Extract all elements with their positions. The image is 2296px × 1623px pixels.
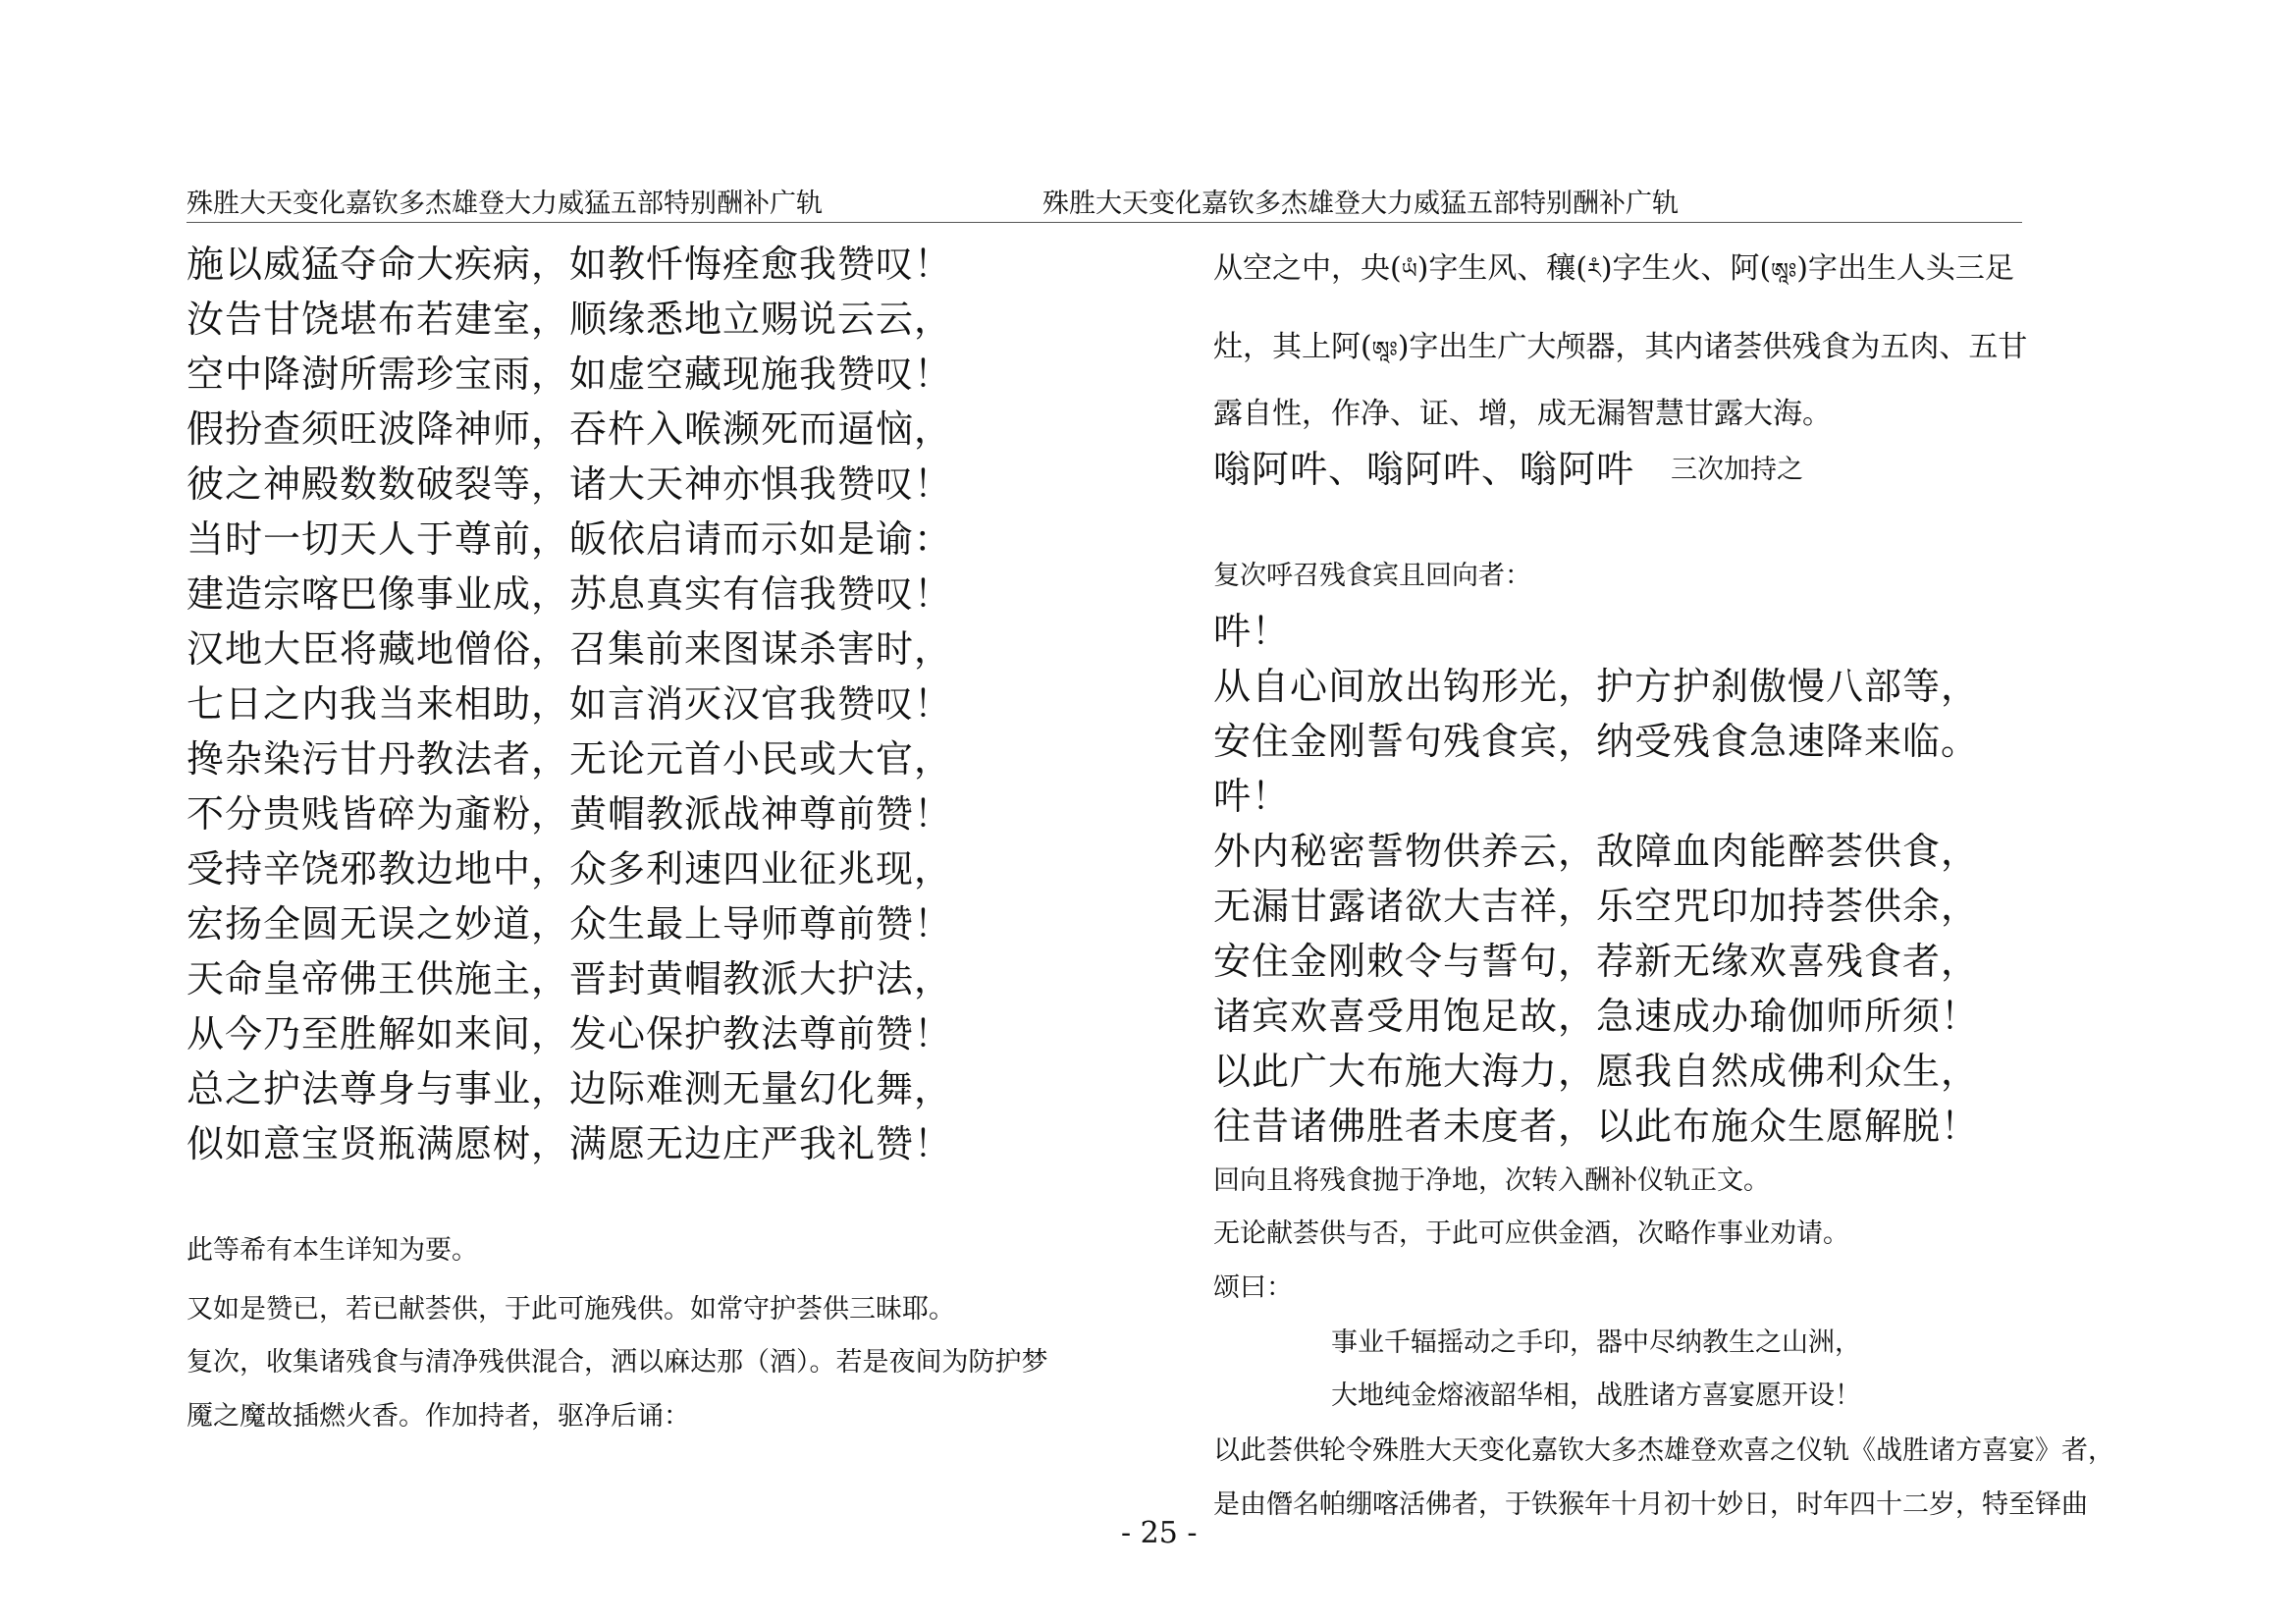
verse-line: 搀杂染污甘丹教法者，无论元首小民或大官，: [187, 737, 953, 781]
verse-line: 汉地大臣将藏地僧俗，召集前来图谋杀害时，: [187, 627, 953, 671]
verse-line: 外内秘密誓物供养云，敌障血肉能醉荟供食，: [1213, 830, 1980, 873]
verse-line: 往昔诸佛胜者未度者，以此布施众生愿解脱！: [1213, 1105, 1980, 1148]
note: 又如是赞已，若已献荟供，于此可施残供。如常守护荟供三昧耶。: [187, 1294, 955, 1325]
note: 回向且将残食抛于净地，次转入酬补仪轨正文。: [1213, 1165, 1770, 1196]
hum-syllable: 吽！: [1213, 610, 1291, 653]
verse-line: 总之护法尊身与事业，边际难测无量幻化舞，: [187, 1067, 953, 1110]
running-header-left: 殊胜大天变化嘉钦多杰雄登大力威猛五部特别酬补广轨: [187, 189, 823, 219]
visualization-line-3: 露自性，作净、证、增，成无漏智慧甘露大海。: [1213, 397, 1832, 431]
verse-line: 安住金刚敕令与誓句，荐新无缘欢喜残食者，: [1213, 940, 1980, 983]
indented-verse-line: 事业千辐摇动之手印，器中尽纳教生之山洲，: [1331, 1327, 1861, 1358]
indented-verse-line: 大地纯金熔液韶华相，战胜诸方喜宴愿开设！: [1331, 1380, 1861, 1411]
syllable-ah-glyph: ཨཱཿ: [1771, 259, 1797, 284]
syllable-ah-glyph: ཨཱཿ: [1371, 338, 1398, 362]
visualization-line-1: 从空之中，央(ཡཾ)字生风、穰(རཾ)字生火、阿(ཨཱཿ)字出生人头三足: [1213, 251, 2014, 286]
verse-line: 无漏甘露诸欲大吉祥，乐空咒印加持荟供余，: [1213, 885, 1980, 928]
visualization-line-2: 灶，其上阿(ཨཱཿ)字出生广大颅器，其内诸荟供残食为五肉、五甘: [1213, 330, 2028, 364]
intro-line: 复次呼召残食宾且回向者：: [1213, 561, 1531, 591]
mantra-note: 三次加持之: [1671, 455, 1803, 485]
header-rule: [187, 222, 2022, 223]
verse-line: 施以威猛夺命大疾病，如教忏悔痊愈我赞叹！: [187, 243, 953, 286]
colophon-line: 以此荟供轮令殊胜大天变化嘉钦大多杰雄登欢喜之仪轨《战胜诸方喜宴》者，: [1213, 1435, 2114, 1466]
verse-line: 似如意宝贤瓶满愿树，满愿无边庄严我礼赞！: [187, 1122, 953, 1165]
hum-syllable: 吽！: [1213, 775, 1291, 818]
verse-line: 诸宾欢喜受用饱足故，急速成办瑜伽师所须！: [1213, 995, 1980, 1038]
verse-line: 七日之内我当来相助，如言消灭汉官我赞叹！: [187, 682, 953, 726]
syllable-ram-glyph: རཾ: [1587, 259, 1601, 284]
syllable-yam-glyph: ཡཾ: [1401, 259, 1417, 284]
mantra: 嗡阿吽、嗡阿吽、嗡阿吽: [1213, 448, 1635, 491]
verse-line: 彼之神殿数数破裂等，诸大天神亦惧我赞叹！: [187, 462, 953, 506]
verse-line: 从今乃至胜解如来间，发心保护教法尊前赞！: [187, 1012, 953, 1055]
colophon-line: 是由僭名帕绷喀活佛者，于铁猴年十月初十妙日，时年四十二岁，特至铎曲: [1213, 1489, 2088, 1520]
note: 无论献荟供与否，于此可应供金酒，次略作事业劝请。: [1213, 1218, 1849, 1249]
verse-line: 空中降澍所需珍宝雨，如虚空藏现施我赞叹！: [187, 352, 953, 396]
verse-line: 假扮查须旺波降神师，吞杵入喉濒死而逼恼，: [187, 407, 953, 451]
verse-line: 当时一切天人于尊前，皈依启请而示如是谕：: [187, 517, 953, 561]
note: 颂曰：: [1213, 1272, 1293, 1303]
page-number: - 25 -: [1121, 1516, 1198, 1550]
verse-line: 不分贵贱皆碎为齑粉，黄帽教派战神尊前赞！: [187, 792, 953, 836]
verse-line: 宏扬全圆无误之妙道，众生最上导师尊前赞！: [187, 902, 953, 946]
verse-line: 从自心间放出钩形光，护方护刹傲慢八部等，: [1213, 665, 1980, 708]
note: 此等希有本生详知为要。: [187, 1235, 478, 1266]
note: 复次，收集诸残食与清净残供混合，洒以麻达那（酒）。若是夜间为防护梦: [187, 1347, 1048, 1378]
verse-line: 以此广大布施大海力，愿我自然成佛利众生，: [1213, 1050, 1980, 1093]
note: 魇之魔故插燃火香。作加持者，驱净后诵：: [187, 1401, 690, 1432]
verse-line: 建造宗喀巴像事业成，苏息真实有信我赞叹！: [187, 572, 953, 616]
verse-line: 天命皇帝佛王供施主，晋封黄帽教派大护法，: [187, 957, 953, 1001]
verse-line: 受持辛饶邪教边地中，众多利速四业征兆现，: [187, 847, 953, 891]
verse-line: 安住金刚誓句残食宾，纳受残食急速降来临。: [1213, 720, 1980, 763]
verse-line: 汝告甘饶堪布若建室，顺缘悉地立赐说云云，: [187, 298, 953, 341]
running-header-right: 殊胜大天变化嘉钦多杰雄登大力威猛五部特别酬补广轨: [1042, 189, 1679, 219]
